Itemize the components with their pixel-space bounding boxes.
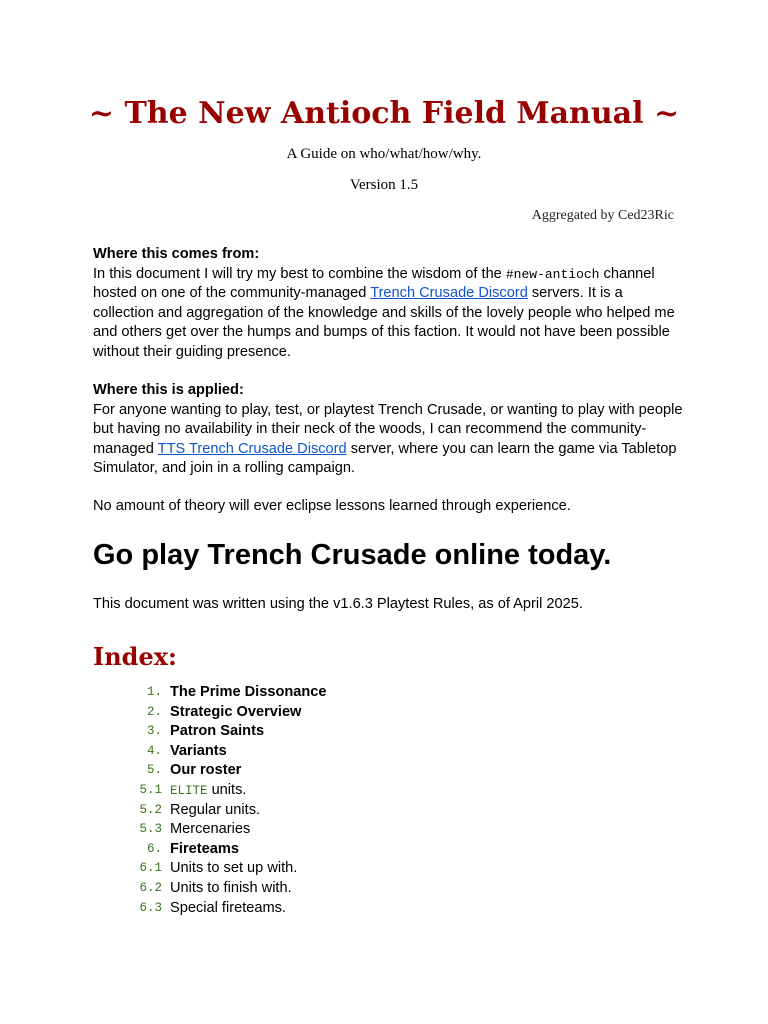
toc-label: Fireteams xyxy=(170,840,239,857)
applied-text-1: For anyone wanting to play, test, or playtest Trench Crusade, or wanting to play with people but having no availability in their neck of the woods, I can recommend the community-managed xyxy=(93,401,683,457)
toc-item[interactable] xyxy=(0,683,768,703)
document-subtitle: A Guide on who/what/how/why. xyxy=(286,146,482,162)
toc-item[interactable] xyxy=(0,722,768,742)
toc-number: 6. xyxy=(146,841,162,856)
section-origin xyxy=(93,245,683,362)
applied-text-2: server, where you can learn the game via Tabletop Simulator, and join in a rolling campaign. xyxy=(93,440,677,476)
section-applied xyxy=(93,381,683,479)
toc-number: 3. xyxy=(146,724,162,739)
toc-label: Strategic Overview xyxy=(170,703,302,720)
document-title: ~ The New Antioch Field Manual ~ xyxy=(88,96,680,131)
toc-label: Our roster xyxy=(170,762,242,779)
toc-item[interactable] xyxy=(0,899,768,919)
channel-name: #new-antioch xyxy=(505,266,600,282)
section-applied-body xyxy=(93,401,683,479)
toc-item[interactable] xyxy=(0,761,768,781)
toc-number: 6.3 xyxy=(139,900,162,915)
toc-number: 5. xyxy=(146,763,162,778)
table-of-contents xyxy=(0,683,768,918)
toc-number: 4. xyxy=(146,743,162,758)
toc-label: Units to set up with. xyxy=(170,860,298,877)
toc-label: Special fireteams. xyxy=(170,899,286,916)
toc-label: Variants xyxy=(170,742,227,759)
toc-item[interactable] xyxy=(0,859,768,879)
toc-item[interactable] xyxy=(0,742,768,762)
document-author: Aggregated by Ced23Ric xyxy=(531,208,674,223)
toc-item[interactable] xyxy=(0,703,768,723)
toc-item[interactable] xyxy=(0,781,768,801)
toc-number: 2. xyxy=(146,704,162,719)
toc-number: 6.2 xyxy=(139,880,162,895)
document-version: Version 1.5 xyxy=(349,177,419,193)
toc-number: 1. xyxy=(146,685,162,699)
toc-item[interactable] xyxy=(0,840,768,860)
section-applied-heading: Where this is applied: xyxy=(93,382,244,398)
section-origin-body xyxy=(93,265,683,363)
toc-label xyxy=(170,781,246,802)
toc-item[interactable] xyxy=(0,879,768,899)
toc-label: The Prime Dissonance xyxy=(170,684,327,700)
origin-text-1: In this document I will try my best to combine the wisdom of the xyxy=(93,265,506,282)
tts-discord-link[interactable]: TTS Trench Crusade Discord xyxy=(157,440,347,457)
origin-text-3: servers. It is a collection and aggregation of the knowledge and skills of the lovely people who helped me and others get over the humps and bumps of this faction. It would not have been possible without their guiding presence. xyxy=(93,285,675,360)
toc-label: Mercenaries xyxy=(170,821,251,838)
toc-label: Units to finish with. xyxy=(170,879,292,896)
toc-item[interactable] xyxy=(0,820,768,840)
toc-number: 5.2 xyxy=(139,802,162,817)
call-to-action-heading: Go play Trench Crusade online today. xyxy=(93,539,612,571)
theory-line: No amount of theory will ever eclipse lessons learned through experience. xyxy=(93,498,571,514)
section-origin-heading: Where this comes from: xyxy=(93,246,260,262)
toc-item[interactable] xyxy=(0,801,768,821)
toc-label: Regular units. xyxy=(170,801,261,818)
trench-crusade-discord-link[interactable]: Trench Crusade Discord xyxy=(370,285,528,301)
toc-number: 6.1 xyxy=(139,861,162,876)
index-title: Index: xyxy=(93,642,177,671)
origin-text-2: channel hosted on one of the community-managed xyxy=(93,265,655,301)
toc-number: 5.1 xyxy=(139,782,162,797)
elite-keyword: ELITE xyxy=(170,783,208,798)
toc-label: Patron Saints xyxy=(170,723,265,740)
rules-note: This document was written using the v1.6.3 Playtest Rules, as of April 2025. xyxy=(93,596,583,612)
toc-label-text: units. xyxy=(207,781,247,798)
toc-number: 5.3 xyxy=(139,822,162,837)
